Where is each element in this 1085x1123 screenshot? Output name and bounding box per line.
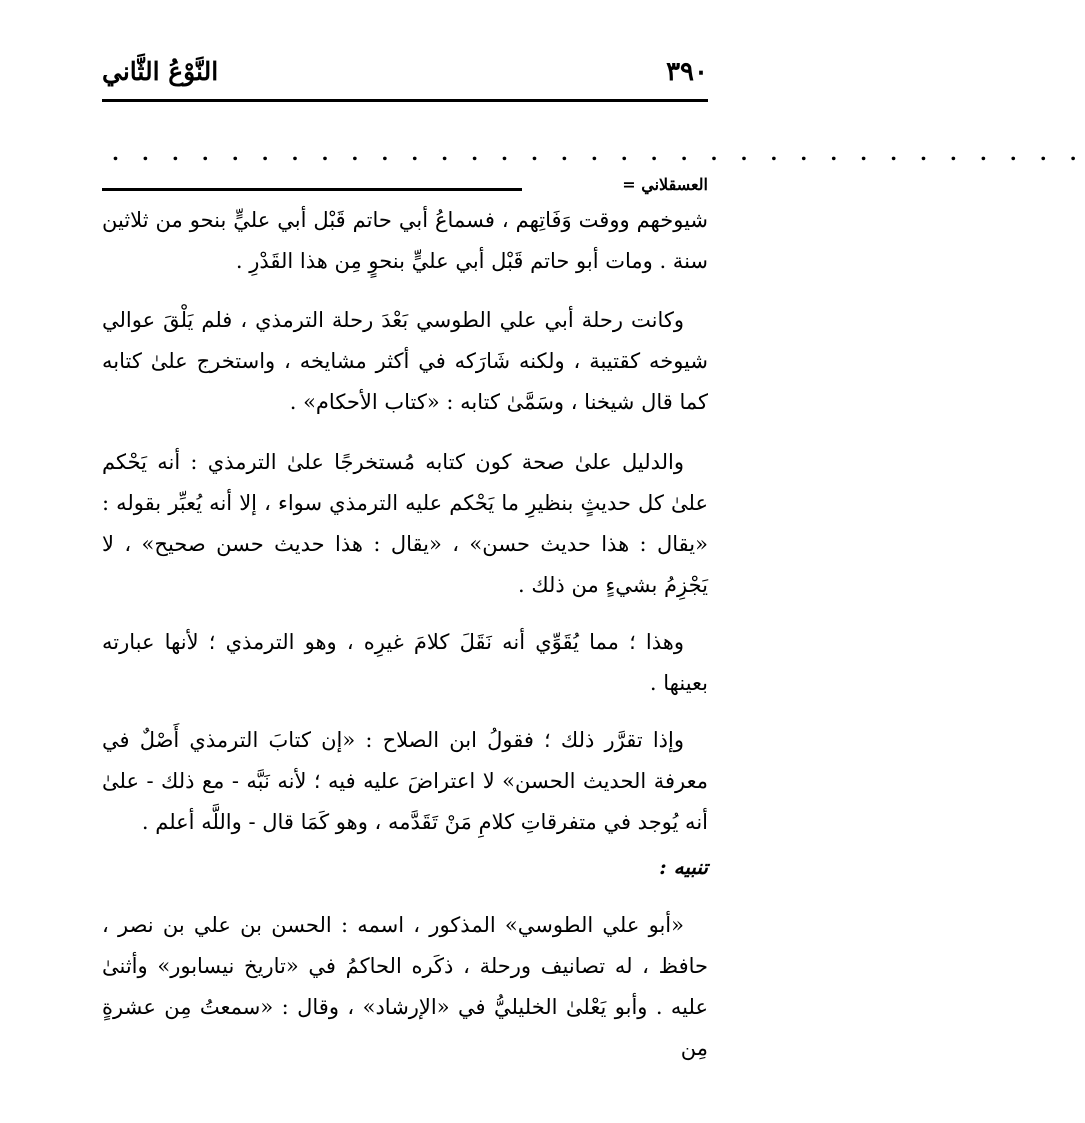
paragraph-3: والدليل علىٰ صحة كون كتابه مُستخرجًا علىٰ الترمذي : أنه يَحْكم علىٰ كل حديثٍ بنظيرِ ما يَحْكم عليه الترمذي سواء ، إلا أنه يُعبِّر بقوله : «يقال : هذا حديث حسن» ، «يقال : هذا حديث حسن صحيح» ، لا يَجْزِمُ بشيءٍ من ذلك . bbox=[102, 450, 708, 597]
paragraph-1: شيوخهم ووقت وَفَاتِهم ، فسماعُ أبي حاتم قَبْل أبي عليٍّ بنحو من ثلاثين سنة . ومات أبو حاتم قَبْل أبي عليٍّ بنحوٍ مِن هذا القَدْرِ . bbox=[102, 208, 708, 273]
dotted-separator: . . . . . . . . . . . . . . . . . . . . . . . . . . . . . . . . . bbox=[112, 141, 1085, 165]
header-rule bbox=[102, 99, 708, 102]
page-header bbox=[102, 55, 708, 99]
footnote-rule bbox=[102, 188, 522, 191]
paragraph-4: وهذا ؛ مما يُقَوِّي أنه نَقَلَ كلامَ غيرِه ، وهو الترمذي ؛ لأنها عبارته بعينها . bbox=[102, 630, 708, 695]
paragraph-5: وإذا تقرَّر ذلك ؛ فقولُ ابن الصلاح : «إن كتابَ الترمذي أَصْلٌ في معرفة الحديث الحسن» لا اعتراضَ عليه فيه ؛ لأنه نَبَّه - مع ذلك - علىٰ أنه يُوجد في متفرقاتِ كلامِ مَنْ تَقَدَّمه ، وهو كَمَا قال - واللَّه أعلم . bbox=[102, 728, 708, 834]
note-paragraph: «أبو علي الطوسي» المذكور ، اسمه : الحسن بن علي بن نصر ، حافظ ، له تصانيف ورحلة ، ذكَره الحاكمُ في «تاريخ نيسابور» وأثنىٰ عليه . وأبو يَعْلىٰ الخليليُّ في «الإرشاد» ، وقال : «سمعتُ مِن عشرةٍ مِن bbox=[102, 913, 708, 1060]
page-number: ٣٩٠ bbox=[666, 57, 708, 87]
section-title: النَّوْعُ الثَّاني bbox=[102, 57, 219, 86]
paragraph-2: وكانت رحلة أبي علي الطوسي بَعْدَ رحلة الترمذي ، فلم يَلْقَ عوالي شيوخه كقتيبة ، ولكنه شَارَكه في أكثر مشايخه ، واستخرج علىٰ كتابه كما قال شيخنا ، وسَمَّىٰ كتابه : «كتاب الأحكام» . bbox=[102, 308, 708, 414]
note-heading: تنبيه : bbox=[659, 855, 708, 879]
footnote-label: العسقلاني = bbox=[622, 175, 708, 194]
